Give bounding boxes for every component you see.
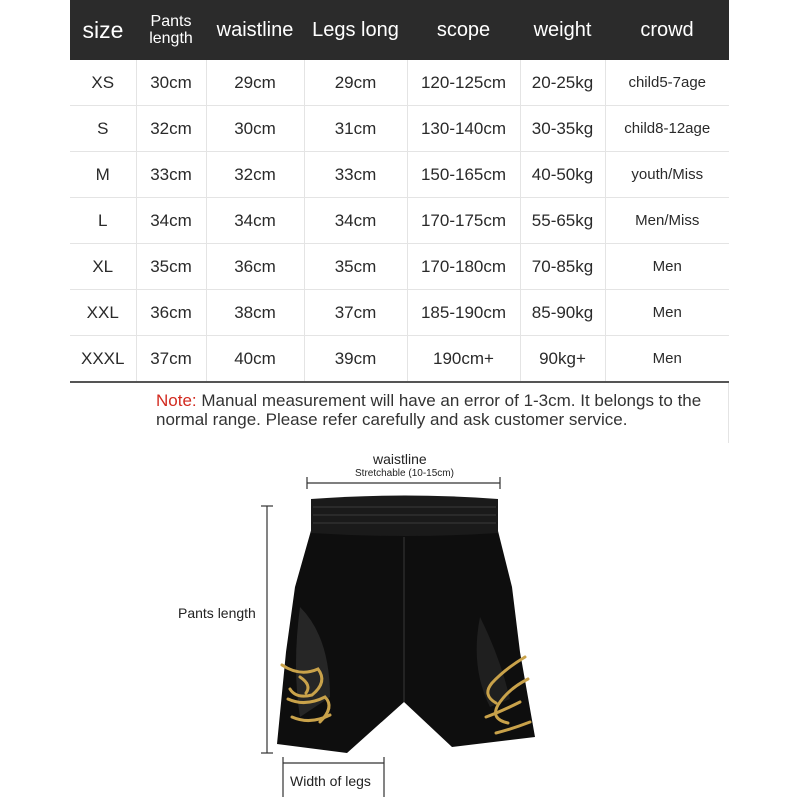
- cell-pants-length: 30cm: [136, 60, 206, 106]
- cell-crowd: Men: [605, 336, 729, 383]
- cell-weight: 40-50kg: [520, 152, 605, 198]
- cell-scope: 150-165cm: [407, 152, 520, 198]
- header-legs-long: Legs long: [304, 0, 407, 60]
- cell-size: L: [70, 198, 136, 244]
- cell-pants-length: 34cm: [136, 198, 206, 244]
- measurement-note: [70, 383, 729, 443]
- cell-legs-long: 35cm: [304, 244, 407, 290]
- cell-pants-length: 36cm: [136, 290, 206, 336]
- cell-weight: 70-85kg: [520, 244, 605, 290]
- cell-scope: 170-175cm: [407, 198, 520, 244]
- header-crowd: crowd: [605, 0, 729, 60]
- table-row: [70, 60, 729, 106]
- cell-crowd: child8-12age: [605, 106, 729, 152]
- cell-legs-long: 29cm: [304, 60, 407, 106]
- table-row: [70, 106, 729, 152]
- size-table: [70, 0, 729, 383]
- table-row: [70, 152, 729, 198]
- shorts-diagram: [0, 437, 799, 797]
- cell-waistline: 36cm: [206, 244, 304, 290]
- table-row: [70, 336, 729, 383]
- cell-crowd: youth/Miss: [605, 152, 729, 198]
- cell-size: XS: [70, 60, 136, 106]
- header-scope: scope: [407, 0, 520, 60]
- cell-scope: 170-180cm: [407, 244, 520, 290]
- header-pants-length: [136, 0, 206, 60]
- cell-waistline: 38cm: [206, 290, 304, 336]
- cell-size: XL: [70, 244, 136, 290]
- cell-waistline: 32cm: [206, 152, 304, 198]
- cell-waistline: 34cm: [206, 198, 304, 244]
- cell-scope: 130-140cm: [407, 106, 520, 152]
- header-weight: weight: [520, 0, 605, 60]
- stretch-label: Stretchable (10-15cm): [355, 468, 454, 479]
- cell-weight: 20-25kg: [520, 60, 605, 106]
- note-text: Manual measurement will have an error of 1-3cm. It belongs to the normal range. Please refer carefully and ask customer service.: [156, 391, 702, 429]
- header-waistline: waistline: [206, 0, 304, 60]
- table-body: [70, 60, 729, 382]
- waistline-dimension-line: [307, 477, 500, 489]
- table-row: [70, 290, 729, 336]
- cell-size: M: [70, 152, 136, 198]
- cell-pants-length: 35cm: [136, 244, 206, 290]
- cell-waistline: 30cm: [206, 106, 304, 152]
- header-size: size: [70, 0, 136, 60]
- cell-pants-length: 32cm: [136, 106, 206, 152]
- shorts-illustration: [0, 437, 799, 797]
- cell-size: XXXL: [70, 336, 136, 383]
- cell-weight: 90kg+: [520, 336, 605, 383]
- cell-scope: 120-125cm: [407, 60, 520, 106]
- cell-legs-long: 33cm: [304, 152, 407, 198]
- cell-pants-length: 33cm: [136, 152, 206, 198]
- cell-crowd: Men/Miss: [605, 198, 729, 244]
- shorts-shape: [277, 496, 535, 754]
- cell-crowd: Men: [605, 244, 729, 290]
- cell-waistline: 40cm: [206, 336, 304, 383]
- cell-weight: 55-65kg: [520, 198, 605, 244]
- note-label: Note:: [156, 391, 197, 410]
- cell-size: XXL: [70, 290, 136, 336]
- cell-scope: 190cm+: [407, 336, 520, 383]
- table-header-row: [70, 0, 729, 60]
- cell-legs-long: 31cm: [304, 106, 407, 152]
- cell-weight: 30-35kg: [520, 106, 605, 152]
- header-pants-length-line2: length: [149, 30, 193, 47]
- waistline-label: waistline: [373, 451, 427, 467]
- cell-scope: 185-190cm: [407, 290, 520, 336]
- cell-legs-long: 39cm: [304, 336, 407, 383]
- leg-width-label: Width of legs: [290, 773, 371, 789]
- cell-pants-length: 37cm: [136, 336, 206, 383]
- table-row: [70, 244, 729, 290]
- table-row: [70, 198, 729, 244]
- cell-weight: 85-90kg: [520, 290, 605, 336]
- header-pants-length-line1: Pants: [150, 13, 192, 30]
- pants-length-label: Pants length: [178, 605, 256, 621]
- size-chart: [70, 0, 729, 443]
- pants-length-dimension-line: [261, 506, 273, 753]
- cell-legs-long: 34cm: [304, 198, 407, 244]
- cell-legs-long: 37cm: [304, 290, 407, 336]
- cell-size: S: [70, 106, 136, 152]
- cell-crowd: Men: [605, 290, 729, 336]
- cell-crowd: child5-7age: [605, 60, 729, 106]
- cell-waistline: 29cm: [206, 60, 304, 106]
- leg-width-dimension-line: [283, 757, 384, 797]
